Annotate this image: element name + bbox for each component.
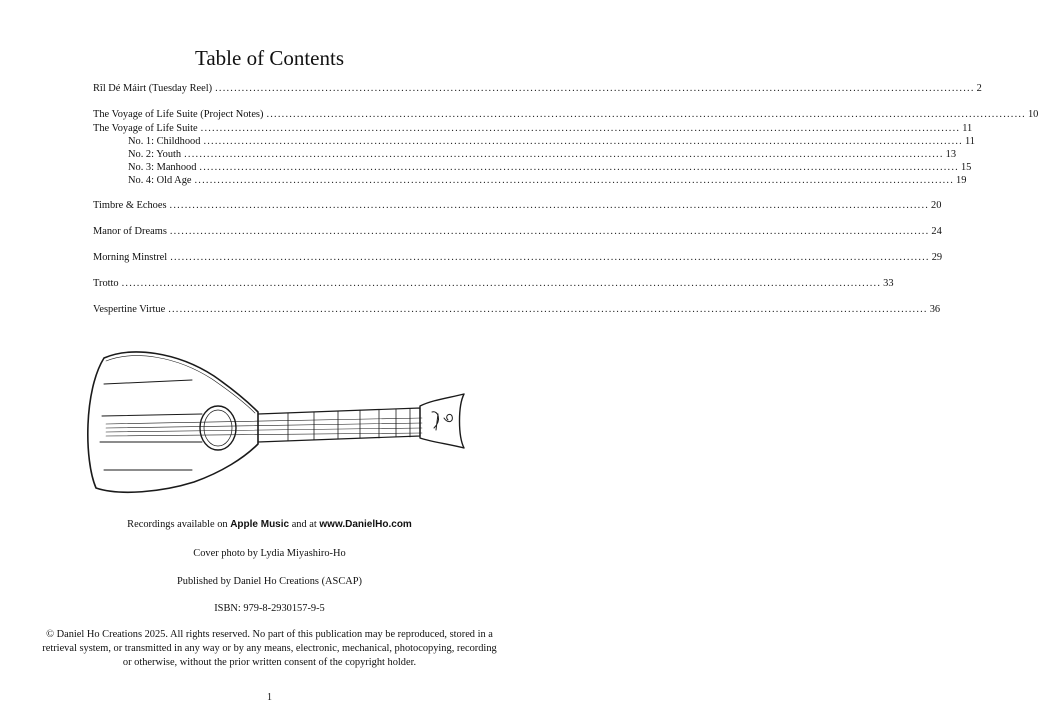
toc-leader-dots: ........................................................................................................................................................................................................ xyxy=(200,123,961,134)
toc-entry[interactable] xyxy=(93,277,894,291)
toc-entry-title: The Voyage of Life Suite (Project Notes) xyxy=(93,109,264,120)
toc-entry[interactable] xyxy=(93,225,942,239)
isbn-line: ISBN: 979-8-2930157-9-5 xyxy=(214,603,325,614)
toc-entry-title: No. 3: Manhood xyxy=(128,162,197,173)
toc-entry-page: 20 xyxy=(931,200,942,211)
toc-entry-page: 11 xyxy=(962,123,973,134)
toc-entry-page: 11 xyxy=(964,136,975,147)
toc-entry[interactable] xyxy=(93,122,973,136)
toc-leader-dots: ........................................................................................................................................................................................................ xyxy=(194,175,955,186)
toc-entry[interactable] xyxy=(93,82,982,96)
cover-photo-credit: Cover photo by Lydia Miyashiro-Ho xyxy=(193,548,346,559)
page-number: 1 xyxy=(267,692,272,703)
toc-leader-dots: ........................................................................................................................................................................................................ xyxy=(169,200,930,211)
toc-leader-dots: ........................................................................................................................................................................................................ xyxy=(184,149,944,160)
toc-entry-title: Vespertine Virtue xyxy=(93,304,166,315)
toc-entry-title: Timbre & Echoes xyxy=(93,200,167,211)
toc-entry[interactable] xyxy=(93,303,941,317)
toc-entry-page: 29 xyxy=(931,252,943,263)
toc-entry[interactable] xyxy=(93,161,972,175)
toc-entry[interactable] xyxy=(93,199,942,213)
toc-leader-dots: ........................................................................................................................................................................................................ xyxy=(215,83,975,94)
toc-entry-page: 15 xyxy=(960,162,972,173)
toc-leader-dots: ........................................................................................................................................................................................................ xyxy=(170,252,930,263)
website-link[interactable]: www.DanielHo.com xyxy=(319,519,412,530)
toc-entry-title: Trotto xyxy=(93,278,119,289)
apple-music-text: Apple Music xyxy=(230,519,290,530)
recordings-line: Recordings available on Apple Music and at www.DanielHo.com xyxy=(127,519,412,530)
toc-entry-page: 33 xyxy=(883,278,894,289)
toc-leader-dots: ........................................................................................................................................................................................................ xyxy=(168,304,928,315)
toc-entry[interactable] xyxy=(93,135,975,149)
toc-entry-title: No. 2: Youth xyxy=(128,149,182,160)
toc-entry[interactable] xyxy=(93,148,957,162)
toc-entry-title: Manor of Dreams xyxy=(93,226,167,237)
toc-leader-dots: ........................................................................................................................................................................................................ xyxy=(203,136,963,147)
toc-leader-dots: ........................................................................................................................................................................................................ xyxy=(266,109,1026,120)
publisher-line: Published by Daniel Ho Creations (ASCAP) xyxy=(176,576,362,587)
toc-entry-page: 19 xyxy=(956,175,967,186)
copyright-notice: © Daniel Ho Creations 2025. All rights reserved. No part of this publication may be reproduced, stored in a retrieval system, or transmitted in any way or by any means, electronic, mechanical, photocopying, recording or otherwise, without the prior written consent of the copyright holder. xyxy=(42,629,497,668)
toc-entry-title: No. 1: Childhood xyxy=(128,136,201,147)
toc-entry-title: Morning Minstrel xyxy=(93,252,168,263)
toc-entry-title: The Voyage of Life Suite xyxy=(93,123,198,134)
toc-entry-page: 13 xyxy=(945,149,957,160)
page-title: Table of Contents xyxy=(195,46,344,70)
toc-entry-title: Rîl Dé Máirt (Tuesday Reel) xyxy=(93,83,213,94)
toc-entry-page: 2 xyxy=(976,83,982,94)
ukulele-drawing-icon xyxy=(82,340,470,500)
toc-leader-dots: ........................................................................................................................................................................................................ xyxy=(169,226,930,237)
toc-entry[interactable] xyxy=(93,174,967,188)
toc-entry-page: 36 xyxy=(929,304,941,315)
toc-entry-page: 24 xyxy=(931,226,942,237)
toc-entry-page: 10 xyxy=(1027,109,1038,120)
toc-leader-dots: ........................................................................................................................................................................................................ xyxy=(121,278,882,289)
toc-leader-dots: ........................................................................................................................................................................................................ xyxy=(199,162,959,173)
toc-entry[interactable] xyxy=(93,108,1038,122)
toc-entry-title: No. 4: Old Age xyxy=(128,175,192,186)
toc-entry[interactable] xyxy=(93,251,943,265)
